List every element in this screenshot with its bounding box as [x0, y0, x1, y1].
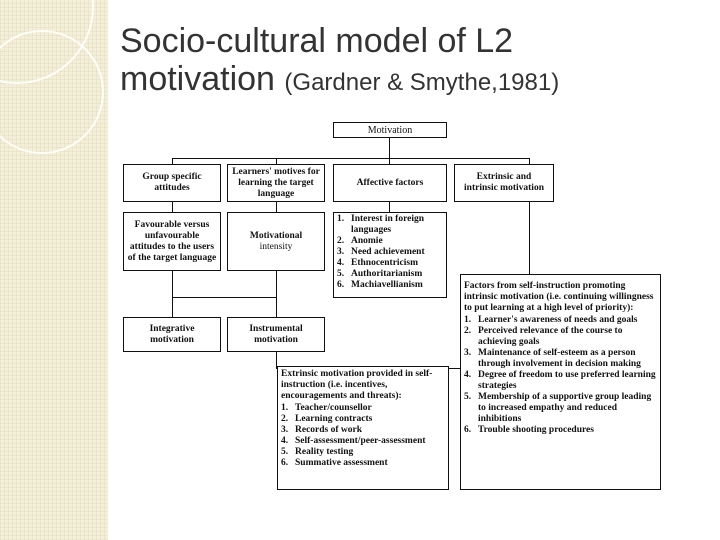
extrinsic-factor-item-number: 2. — [281, 414, 289, 424]
extrinsic-factor-item-number: 3. — [281, 425, 289, 435]
extrinsic-factor-item — [281, 403, 445, 414]
group-specific-box: Group specific attitudes — [123, 164, 221, 202]
self-instruction-factor-item — [464, 326, 657, 348]
instrumental-box: Instrumental motivation — [227, 317, 325, 352]
title-main: motivation — [120, 60, 275, 99]
connector-line — [172, 158, 529, 159]
affective-factor-item-number: 4. — [337, 258, 345, 268]
affective-factor-item-number: 3. — [337, 247, 345, 257]
affective-factor-item — [337, 247, 443, 258]
decorative-side-panel — [0, 0, 108, 540]
extrinsic-factor-item-number: 6. — [281, 458, 289, 468]
affective-factor-item-text: Ethnocentricism — [351, 258, 419, 268]
affective-factor-item-number: 6. — [337, 280, 345, 290]
connector-line — [172, 297, 173, 317]
self-instruction-factor-item — [464, 392, 657, 425]
extrinsic-factor-item-text: Records of work — [295, 425, 363, 435]
affective-list-box — [333, 212, 447, 298]
affective-factor-item — [337, 214, 443, 236]
title-citation: (Gardner & Smythe,1981) — [284, 69, 560, 97]
self-instruction-factor-item-text: Degree of freedom to use preferred learning strategies — [478, 370, 656, 391]
extrinsic-factor-item — [281, 414, 445, 425]
extrinsic-factor-item — [281, 425, 445, 436]
extrinsic-factor-item-number: 5. — [281, 447, 289, 457]
affective-factor-item-text: Need achievement — [351, 247, 425, 257]
connector-line — [389, 137, 390, 158]
connector-line — [276, 202, 277, 212]
affective-factor-item-text: Anomie — [351, 236, 383, 246]
affective-factor-item-text: Authoritarianism — [351, 269, 423, 279]
affective-factor-item-number: 2. — [337, 236, 345, 246]
affective-factor-item-text: Machiavellianism — [351, 280, 423, 290]
self-instruction-factor-item-number: 1. — [464, 315, 472, 325]
extrinsic-factor-item — [281, 458, 445, 469]
extrinsic-factor-item-number: 4. — [281, 436, 289, 446]
motivation-diagram — [121, 120, 664, 492]
connector-line — [172, 271, 173, 297]
self-instruction-factor-item-number: 4. — [464, 370, 472, 380]
affective-factors-box: Affective factors — [333, 164, 447, 202]
self-instruction-factor-item-number: 6. — [464, 425, 472, 435]
affective-factor-item — [337, 280, 443, 291]
connector-line — [389, 202, 390, 212]
self-instruction-factor-item-text: Perceived relevance of the course to achieving goals — [478, 326, 623, 347]
connector-line — [276, 271, 277, 297]
self-instruction-factor-item-text: Maintenance of self-esteem as a person through involvement in decision making — [478, 348, 641, 369]
motivational-intensity-box — [227, 212, 325, 271]
motivational-sub: intensity — [259, 241, 293, 252]
extrinsic-intrinsic-box: Extrinsic and intrinsic motivation — [454, 164, 554, 202]
title-line-2 — [120, 60, 710, 98]
connector-line — [172, 202, 173, 212]
favourable-box: Favourable versus unfavourable attitudes to the users of the target language — [123, 212, 221, 271]
extrinsic-factor-item — [281, 436, 445, 447]
decorative-circle — [0, 30, 104, 154]
self-instruction-factor-item — [464, 370, 657, 392]
self-instruction-heading: Factors from self-instruction promoting intrinsic motivation (i.e. continuing willingness to put learning at a high level of priority): — [464, 281, 654, 313]
self-instruction-factor-item — [464, 315, 657, 326]
self-instruction-factor-item-text: Trouble shooting procedures — [478, 425, 594, 435]
extrinsic-factor-item-text: Learning contracts — [295, 414, 373, 424]
extrinsic-factor-item — [281, 447, 445, 458]
motivation-box: Motivation — [333, 122, 447, 138]
affective-factor-item — [337, 258, 443, 269]
learners-motives-box: Learners' motives for learning the target language — [227, 164, 325, 202]
connector-line — [276, 297, 277, 317]
slide-title — [120, 22, 710, 99]
extrinsic-factor-item-text: Reality testing — [295, 447, 354, 457]
self-instruction-factor-item-text: Learner's awareness of needs and goals — [478, 315, 638, 325]
extrinsic-factor-item-text: Self-assessment/peer-assessment — [295, 436, 426, 446]
affective-factor-item — [337, 236, 443, 247]
self-instruction-factor-item — [464, 425, 657, 436]
extrinsic-factor-item-number: 1. — [281, 403, 289, 413]
extrinsic-factor-item-text: Teacher/counsellor — [295, 403, 372, 413]
integrative-box: Integrative motivation — [123, 317, 221, 352]
self-instruction-factor-item — [464, 348, 657, 370]
affective-factor-item — [337, 269, 443, 280]
self-instruction-box — [460, 274, 661, 490]
affective-factor-item-text: Interest in foreign languages — [351, 214, 425, 235]
connector-line — [529, 202, 530, 274]
extrinsic-factor-item-text: Summative assessment — [295, 458, 388, 468]
motivational-title: Motivational — [249, 230, 303, 241]
self-instruction-factor-item-number: 5. — [464, 392, 472, 402]
affective-factor-item-number: 5. — [337, 269, 345, 279]
self-instruction-factor-item-number: 3. — [464, 348, 472, 358]
connector-line — [172, 297, 276, 298]
self-instruction-factor-item-text: Membership of a supportive group leading to increased empathy and reduced inhibitions — [478, 392, 652, 424]
extrinsic-heading: Extrinsic motivation provided in self-instruction (i.e. incentives, encouragements and threats): — [281, 369, 433, 401]
extrinsic-box — [277, 366, 449, 490]
affective-factor-item-number: 1. — [337, 214, 345, 224]
title-line-1: Socio-cultural model of L2 — [120, 22, 514, 60]
self-instruction-factor-item-number: 2. — [464, 326, 472, 336]
